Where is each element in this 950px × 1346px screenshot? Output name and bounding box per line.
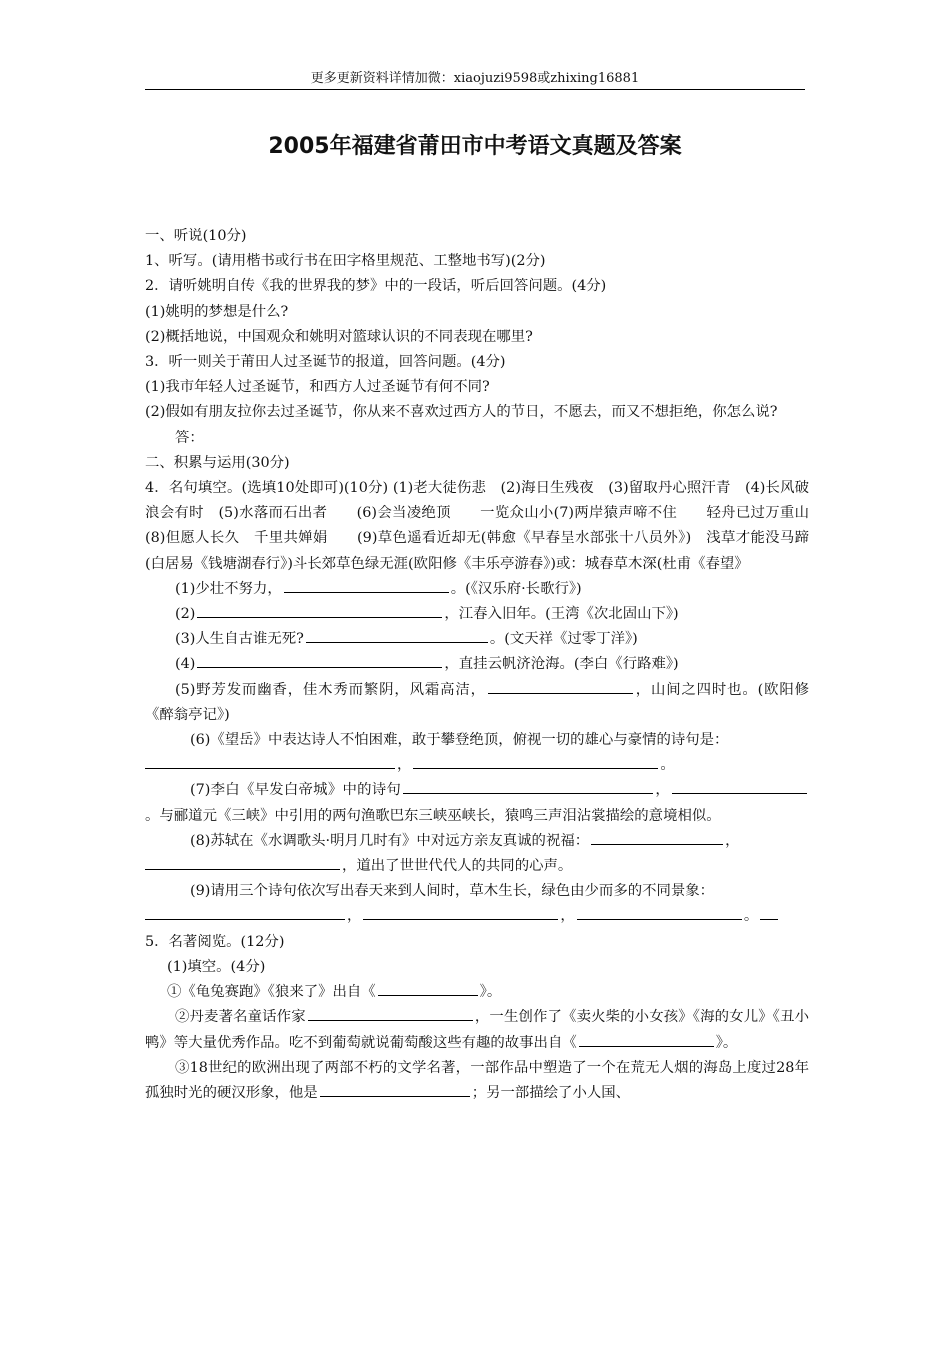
blank-line[interactable] [403,778,653,794]
fill-item-8-cont: ，道出了世世代代人的共同的心声。 [145,854,809,879]
section-heading: 一、听说(10分) [145,228,247,244]
blank-line[interactable] [145,904,345,920]
blank-line[interactable] [672,778,807,794]
document-title: 2005年福建省莆田市中考语文真题及答案 [268,134,682,159]
section-heading: 二、积累与运用(30分) [145,454,290,471]
page-header: 更多更新资料详情加微：xiaojuzi9598或zhixing16881 [310,71,640,86]
blank-line[interactable] [577,904,742,920]
question-5-1-b: ②丹麦著名童话作家 ，一生创作了《卖火柴的小女孩》《海的女儿》《丑小鸭》等大量优秀作品。吃不到葡萄就说葡萄酸这些有趣的故事出自《 》。 [145,1005,809,1055]
header-rule [145,89,805,90]
blank-line[interactable] [284,577,449,593]
question-3-2: (2)假如有朋友拉你去过圣诞节，你从来不喜欢过西方人的节日，不愿去，而又不想拒绝，你怎么说? [145,404,778,421]
fill-item-9: (9)请用三个诗句依次写出春天来到人间时，草木生长，绿色由少而多的不同景象： [190,883,715,900]
document-body [145,224,809,1106]
fill-item-7: (7)李白《早发白帝城》中的诗句 ，。与郦道元《三峡》中引用的两句渔歌巴东三峡巫峡长，猿鸣三声泪沾裳描绘的意境相似。 [145,778,809,828]
blank-line[interactable] [579,1031,714,1047]
blank-line[interactable] [197,652,442,668]
blank-line[interactable] [145,854,340,870]
question-5-1: (1)填空。(4分) [167,958,266,975]
question-3-1: (1)我市年轻人过圣诞节，和西方人过圣诞节有何不同? [145,379,490,396]
question-4-intro: 4．名句填空。(选填10处即可)(10分) (1)老大徒伤悲 (2)海日生残夜 (3)留取丹心照汗青 (4)长风破浪会有时 (5)水落而石出者 (6)会当凌绝顶 一览众山小(7)两岸猿声啼不住 轻舟已过万重山(8)但愿人长久 千里共婵娟 (9)草色遥看近却无(韩愈《早春呈水部张十八员外》) 浅草才能没马蹄(白居易《钱塘湖春行》)斗长郊草色绿无涯(欧阳修《丰乐亭游春》)或：城春草木深(杜甫《春望》 [145,480,809,572]
fill-item-9-blanks: ， ， 。 [145,904,809,929]
blank-line[interactable] [320,1081,470,1097]
blank-line[interactable] [306,627,488,643]
question-2: 2．请听姚明自传《我的世界我的梦》中的一段话，听后回答问题。(4分) [145,278,607,295]
question-3: 3．听一则关于莆田人过圣诞节的报道，回答问题。(4分) [145,354,506,371]
fill-item-8: (8)苏轼在《水调歌头·明月几时有》中对远方亲友真诚的祝福： ， [145,829,809,854]
blank-line[interactable] [308,1005,473,1021]
blank-line[interactable] [378,980,478,996]
fill-item-2: (2) ，江春入旧年。(王湾《次北固山下》) [145,602,809,627]
question-5: 5．名著阅览。(12分) [145,933,285,950]
question-5-1-a: ①《龟兔赛跑》《狼来了》出自《 》。 [145,980,809,1005]
fill-item-5: (5)野芳发而幽香，佳木秀而繁阴，风霜高洁， ，山间之四时也。(欧阳修《醉翁亭记》) [145,678,809,728]
fill-item-3: (3)人生自古谁无死? 。(文天祥《过零丁洋》) [145,627,809,652]
fill-item-6: (6)《望岳》中表达诗人不怕困难，敢于攀登绝顶，俯视一切的雄心与豪情的诗句是： [190,732,729,749]
fill-item-6-blanks: ， 。 [145,753,809,778]
question-1: 1、听写。(请用楷书或行书在田字格里规范、工整地书写)(2分) [145,253,546,270]
fill-item-4: (4) ，直挂云帆济沧海。(李白《行路难》) [145,652,809,677]
blank-line[interactable] [145,753,395,769]
blank-line[interactable] [363,904,558,920]
fill-item-1: (1)少壮不努力， 。(《汉乐府·长歌行》) [145,577,809,602]
blank-line[interactable] [197,602,442,618]
answer-label: 答： [175,429,204,446]
question-5-1-c: ③18世纪的欧洲出现了两部不朽的文学名著，一部作品中塑造了一个在荒无人烟的海岛上度过28年孤独时光的硬汉形象，他是 ；另一部描绘了小人国、 [145,1059,809,1101]
question-2-2: (2)概括地说，中国观众和姚明对篮球认识的不同表现在哪里? [145,328,533,345]
blank-line[interactable] [488,678,633,694]
blank-line[interactable] [591,829,723,845]
blank-line[interactable] [413,753,658,769]
question-2-1: (1)姚明的梦想是什么? [145,303,289,320]
blank-line[interactable] [760,904,778,920]
